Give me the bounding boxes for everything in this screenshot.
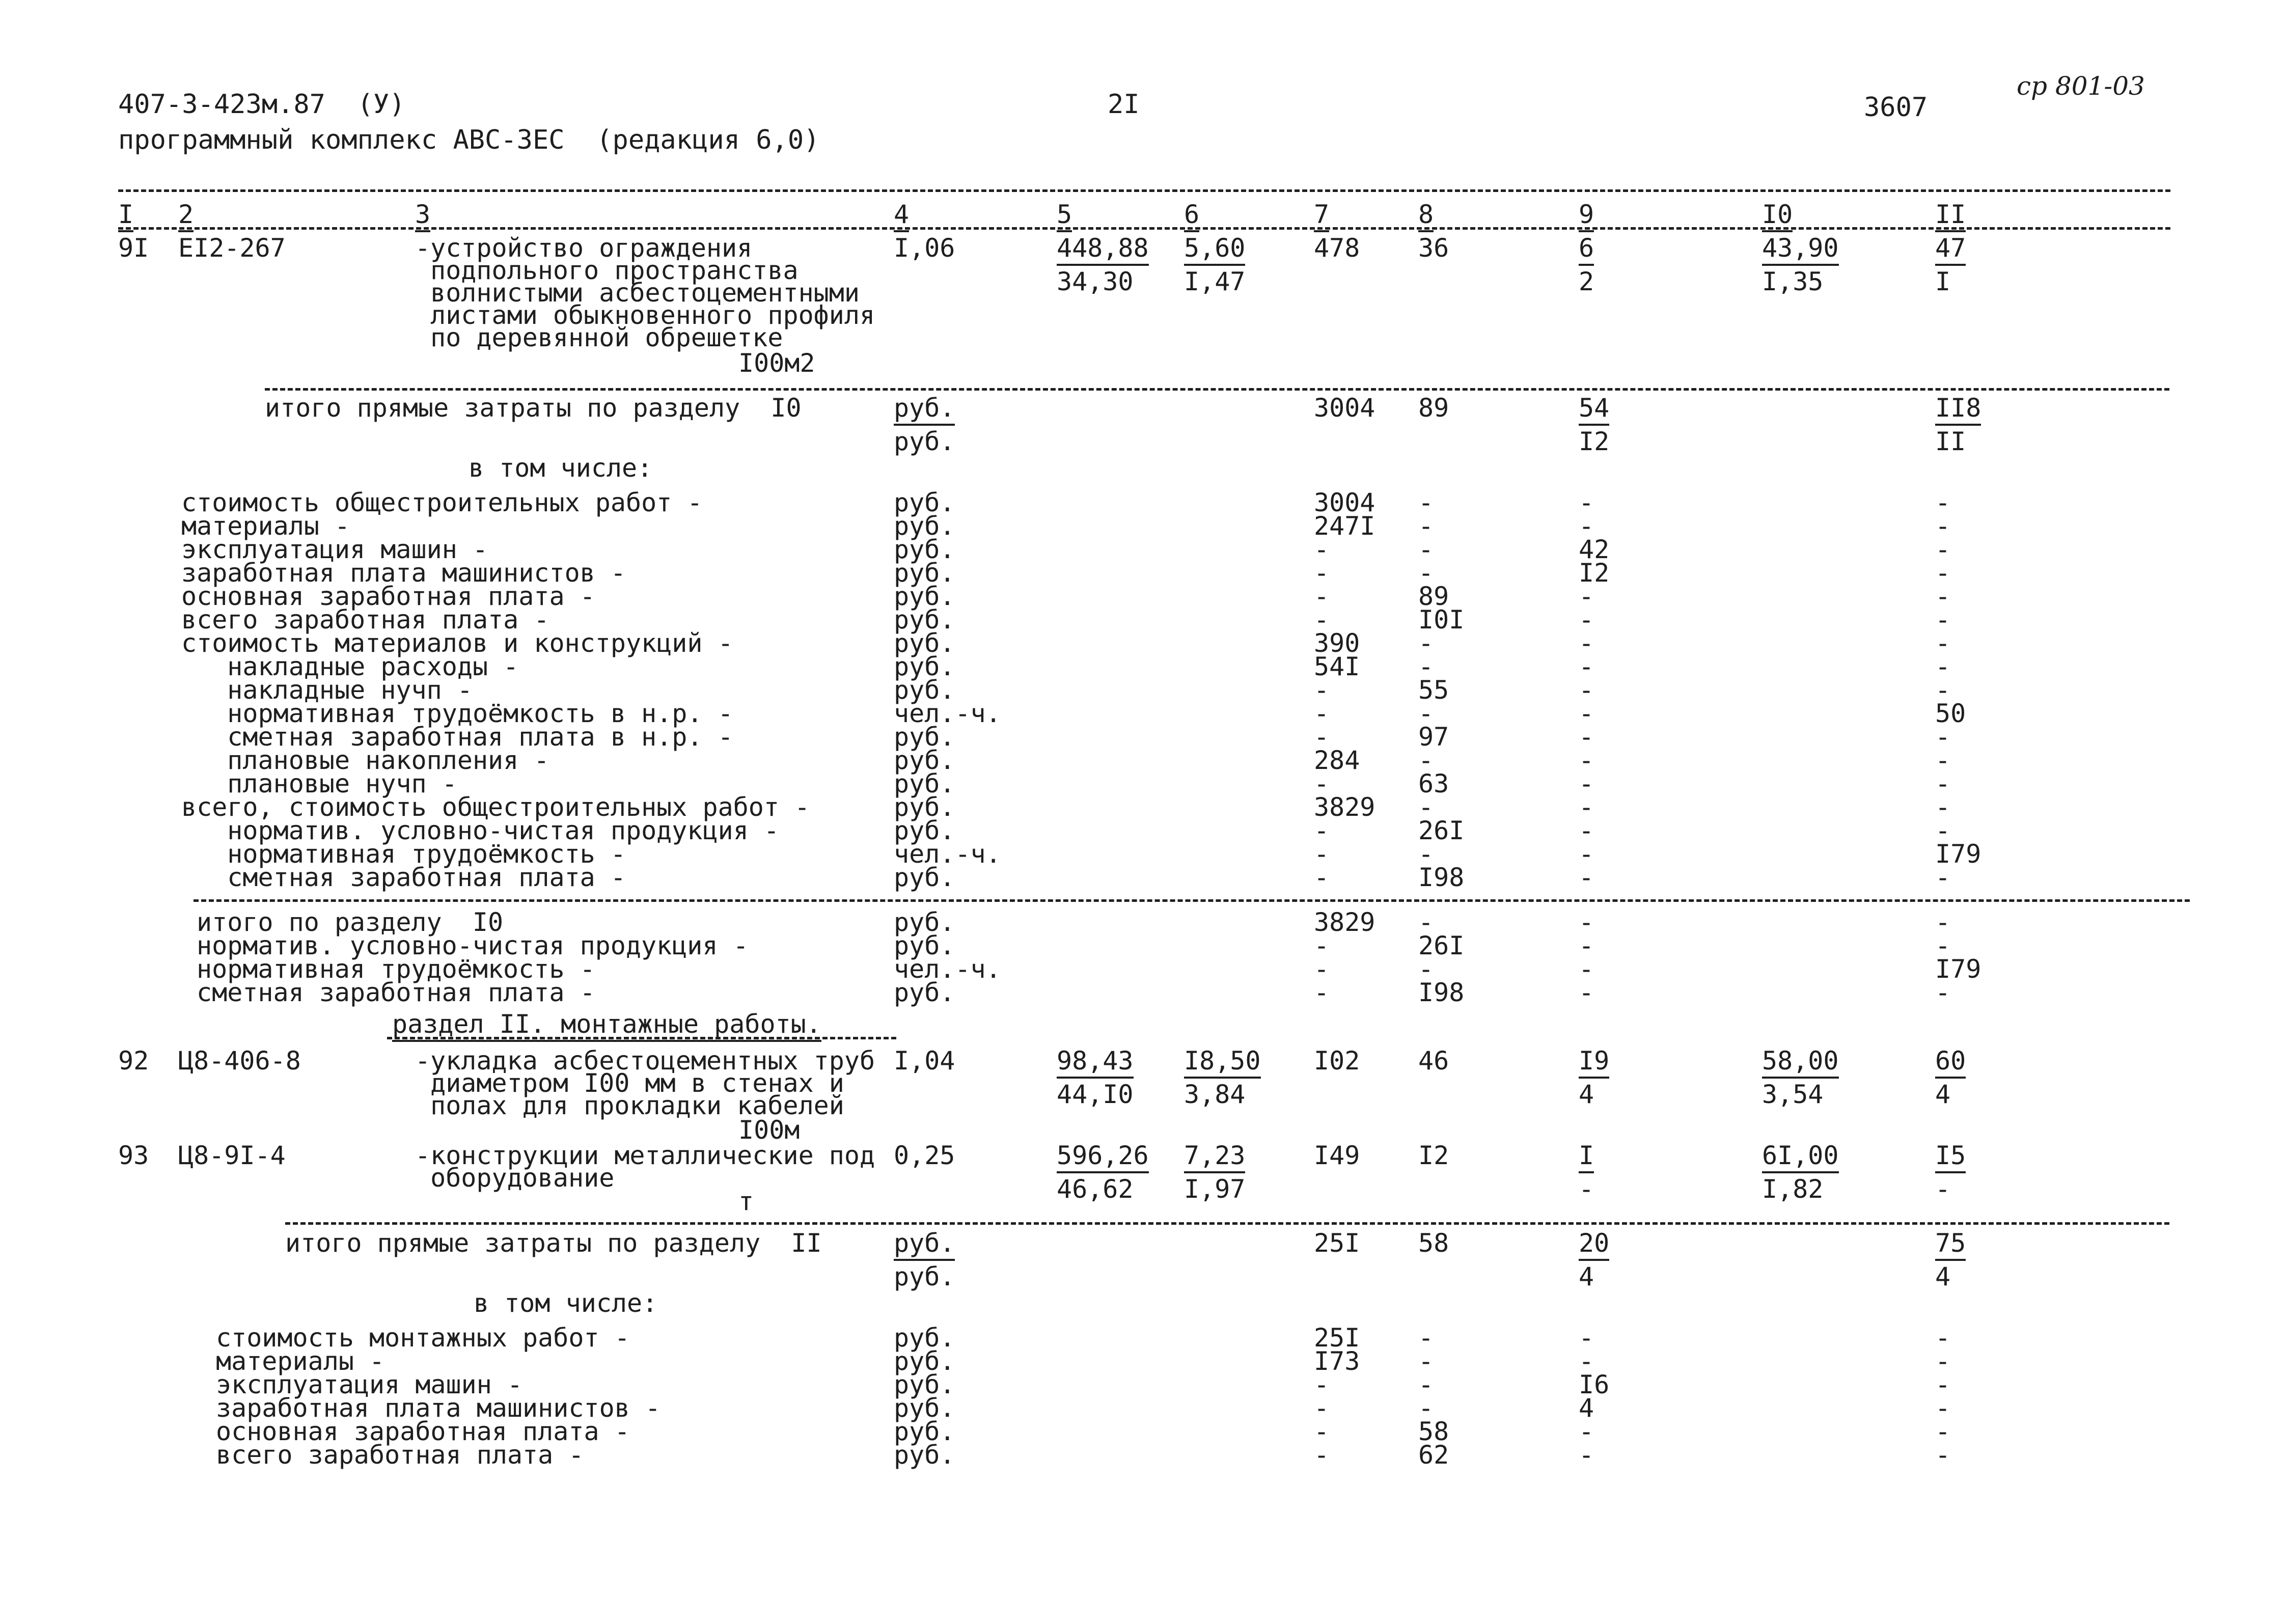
breakdown-col9: - — [1579, 978, 1594, 1007]
breakdown-col8: 58 — [1418, 1417, 1449, 1446]
breakdown-col8: 62 — [1418, 1440, 1449, 1470]
breakdown-col8: - — [1418, 488, 1434, 517]
breakdown-col11: - — [1935, 1440, 1951, 1470]
breakdown-col7: - — [1314, 816, 1330, 845]
breakdown-col11: - — [1935, 907, 1951, 937]
breakdown-col8: - — [1418, 628, 1434, 658]
breakdown-col11: I79 — [1935, 954, 1981, 984]
breakdown-col8: - — [1418, 558, 1434, 588]
breakdown-col8: I98 — [1418, 863, 1465, 892]
breakdown-label: материалы - — [181, 511, 350, 541]
breakdown-col7: - — [1314, 605, 1330, 635]
header-top-rule — [118, 189, 2170, 192]
item-unit: I00м — [738, 1115, 800, 1145]
page-number: 2I — [1108, 89, 1140, 120]
item-description-line: волнистыми асбестоцементными — [415, 278, 860, 308]
breakdown-unit: руб. — [894, 511, 955, 541]
breakdown-col7: 3004 — [1314, 488, 1375, 517]
breakdown-unit: руб. — [894, 792, 955, 822]
breakdown-unit: руб. — [894, 488, 955, 517]
breakdown-unit: чел.-ч. — [894, 699, 1001, 728]
breakdown-label: норматив. условно-чистая продукция - — [181, 816, 779, 845]
including-label: в том числе: — [469, 453, 653, 483]
item-col10-bottom: 3,54 — [1762, 1080, 1824, 1109]
summary-col9-top: 20 — [1579, 1231, 1609, 1255]
item-col10-top: 43,90 — [1762, 236, 1839, 260]
item-col11-top: 60 — [1935, 1049, 1966, 1072]
breakdown-col9: - — [1579, 722, 1594, 752]
breakdown-col8: - — [1418, 1370, 1434, 1399]
column-header-5: 5 — [1057, 203, 1072, 226]
summary-col9-bottom: I2 — [1579, 427, 1610, 456]
column-header-10: I0 — [1762, 203, 1793, 226]
item-col9-top: I — [1579, 1144, 1594, 1167]
breakdown-unit: руб. — [894, 1323, 955, 1353]
breakdown-label: накладные расходы - — [181, 652, 519, 681]
breakdown-col8: 97 — [1418, 722, 1449, 752]
breakdown-col7: 3829 — [1314, 907, 1375, 937]
summary-col8: 89 — [1418, 393, 1449, 423]
breakdown-unit: руб. — [894, 746, 955, 775]
breakdown-unit: руб. — [894, 1417, 955, 1446]
breakdown-unit: руб. — [894, 628, 955, 658]
breakdown-col9: - — [1579, 863, 1594, 892]
item-col9-top: 6 — [1579, 236, 1594, 260]
breakdown-col8: 55 — [1418, 675, 1449, 705]
breakdown-label: стоимость монтажных работ - — [216, 1323, 630, 1353]
breakdown-col7: - — [1314, 535, 1330, 564]
breakdown-col8: - — [1418, 1346, 1434, 1376]
breakdown-col9: - — [1579, 652, 1594, 681]
summary-unit: руб. — [894, 396, 955, 420]
breakdown-col8: 26I — [1418, 931, 1465, 960]
breakdown-label: всего заработная плата - — [216, 1440, 584, 1470]
summary-unit: руб. — [894, 1231, 955, 1255]
item-col9-top: I9 — [1579, 1049, 1609, 1072]
breakdown-label: заработная плата машинистов - — [181, 558, 626, 588]
breakdown-col9: - — [1579, 792, 1594, 822]
item-description-line: -устройство ограждения — [415, 233, 753, 263]
item-machine-cost: I8,50 — [1184, 1049, 1261, 1072]
breakdown-col11: - — [1935, 582, 1951, 611]
breakdown-col11: - — [1935, 535, 1951, 564]
breakdown-col8: - — [1418, 954, 1434, 984]
item-description-line: по деревянной обрешетке — [415, 323, 783, 352]
breakdown-unit: руб. — [894, 558, 955, 588]
breakdown-col9: 4 — [1579, 1393, 1594, 1423]
breakdown-col11: - — [1935, 652, 1951, 681]
item-total-cost: 478 — [1314, 233, 1360, 263]
breakdown-col9: - — [1579, 1417, 1594, 1446]
breakdown-col9: I6 — [1579, 1370, 1610, 1399]
breakdown-col8: 89 — [1418, 582, 1449, 611]
item-number: 92 — [118, 1046, 149, 1076]
breakdown-col7: - — [1314, 769, 1330, 799]
column-header-11: II — [1935, 203, 1966, 226]
summary-col11-top: 75 — [1935, 1231, 1966, 1255]
breakdown-col7: - — [1314, 931, 1330, 960]
breakdown-label: стоимость общестроительных работ - — [181, 488, 703, 517]
breakdown-col11: - — [1935, 931, 1951, 960]
summary-col7: 3004 — [1314, 393, 1375, 423]
breakdown-unit: руб. — [894, 722, 955, 752]
breakdown-col11: - — [1935, 863, 1951, 892]
breakdown-col11: - — [1935, 675, 1951, 705]
item-quantity: I,04 — [894, 1046, 955, 1076]
breakdown-unit: руб. — [894, 907, 955, 937]
breakdown-col11: - — [1935, 605, 1951, 635]
summary-unit: руб. — [894, 427, 955, 456]
breakdown-label: материалы - — [216, 1346, 385, 1376]
item-description-line: подпольного пространства — [415, 256, 799, 285]
breakdown-col9: - — [1579, 699, 1594, 728]
breakdown-unit: чел.-ч. — [894, 954, 1001, 984]
breakdown-col8: - — [1418, 839, 1434, 869]
breakdown-col11: - — [1935, 488, 1951, 517]
breakdown-col7: I73 — [1314, 1346, 1360, 1376]
breakdown-col8: - — [1418, 1393, 1434, 1423]
breakdown-label: нормативная трудоёмкость - — [181, 839, 626, 869]
breakdown-col11: - — [1935, 1370, 1951, 1399]
breakdown-col8: 26I — [1418, 816, 1465, 845]
breakdown-col7: 3829 — [1314, 792, 1375, 822]
item-col9-bottom: 4 — [1579, 1080, 1594, 1109]
breakdown-col8: - — [1418, 792, 1434, 822]
breakdown-label: заработная плата машинистов - — [216, 1393, 660, 1423]
breakdown-label: эксплуатация машин - — [181, 535, 488, 564]
item-col11-bottom: - — [1935, 1174, 1951, 1204]
breakdown-col11: - — [1935, 1393, 1951, 1423]
section-title-rule — [387, 1037, 896, 1039]
item-col11-top: I5 — [1935, 1144, 1966, 1167]
item-unit: т — [738, 1187, 754, 1216]
breakdown-unit: руб. — [894, 1346, 955, 1376]
breakdown-col7: - — [1314, 699, 1330, 728]
item-unit-cost: 596,26 — [1057, 1144, 1149, 1167]
breakdown-label: сметная заработная плата - — [181, 863, 626, 892]
breakdown-label: норматив. условно-чистая продукция - — [197, 931, 749, 960]
item-description-line: листами обыкновенного профиля — [415, 300, 875, 330]
breakdown-label: накладные нучп - — [181, 675, 473, 705]
column-header-9: 9 — [1579, 203, 1594, 226]
item-description-line: диаметром I00 мм в стенах и — [415, 1068, 844, 1098]
corner-handwritten-note: ср 801-03 — [2017, 71, 2145, 101]
breakdown-col9: - — [1579, 488, 1594, 517]
breakdown-unit: чел.-ч. — [894, 839, 1001, 869]
item-unit-cost: 98,43 — [1057, 1049, 1134, 1072]
breakdown-col11: - — [1935, 1323, 1951, 1353]
breakdown-unit: руб. — [894, 931, 955, 960]
item-machine-wage: 3,84 — [1184, 1080, 1246, 1109]
breakdown-col9: - — [1579, 839, 1594, 869]
item-col9-bottom: - — [1579, 1174, 1594, 1204]
breakdown-col11: - — [1935, 1346, 1951, 1376]
breakdown-col11: - — [1935, 746, 1951, 775]
breakdown-col9: - — [1579, 746, 1594, 775]
breakdown-label: сметная заработная плата - — [197, 978, 595, 1007]
item-total-wage: I2 — [1418, 1141, 1449, 1170]
breakdown-col7: 284 — [1314, 746, 1360, 775]
item-description-line: -укладка асбестоцементных труб — [415, 1046, 875, 1076]
section-11-title: раздел II. монтажные работы. — [392, 1012, 821, 1036]
program-name: программный комплекс АВС-ЗЕС (редакция 6,0) — [118, 125, 820, 155]
item-number: 9I — [118, 233, 149, 263]
breakdown-col7: - — [1314, 1417, 1330, 1446]
breakdown-unit: руб. — [894, 1393, 955, 1423]
breakdown-label: основная заработная плата - — [216, 1417, 630, 1446]
breakdown-col7: 25I — [1314, 1323, 1360, 1353]
breakdown-col7: - — [1314, 1440, 1330, 1470]
breakdown-label: основная заработная плата - — [181, 582, 595, 611]
column-header-7: 7 — [1314, 203, 1329, 226]
item-col10-top: 58,00 — [1762, 1049, 1839, 1072]
breakdown-col7: - — [1314, 863, 1330, 892]
item-unit-cost: 448,88 — [1057, 236, 1149, 260]
breakdown-label: всего заработная плата - — [181, 605, 549, 635]
breakdown-col11: - — [1935, 792, 1951, 822]
item-col9-bottom: 2 — [1579, 267, 1594, 296]
breakdown-col11: - — [1935, 769, 1951, 799]
item-unit: I00м2 — [738, 348, 815, 378]
breakdown-col7: - — [1314, 1393, 1330, 1423]
breakdown-col11: - — [1935, 511, 1951, 541]
breakdown-col9: - — [1579, 1440, 1594, 1470]
breakdown-col7: - — [1314, 675, 1330, 705]
breakdown-col7: 390 — [1314, 628, 1360, 658]
summary-col11-bottom: II — [1935, 427, 1966, 456]
sheet-number: 3607 — [1864, 92, 1928, 123]
item-machine-wage: I,47 — [1184, 267, 1246, 296]
item-col10-bottom: I,82 — [1762, 1174, 1824, 1204]
breakdown-col11: - — [1935, 816, 1951, 845]
breakdown-col8: - — [1418, 746, 1434, 775]
item-code: ЕI2-267 — [178, 233, 286, 263]
breakdown-col8: I0I — [1418, 605, 1465, 635]
breakdown-col9: - — [1579, 816, 1594, 845]
breakdown-col9: - — [1579, 1346, 1594, 1376]
breakdown-col11: 50 — [1935, 699, 1966, 728]
item-quantity: 0,25 — [894, 1141, 955, 1170]
breakdown-col7: - — [1314, 839, 1330, 869]
breakdown-col9: - — [1579, 769, 1594, 799]
breakdown-label: плановые накопления - — [181, 746, 549, 775]
summary-col11-bottom: 4 — [1935, 1262, 1951, 1291]
breakdown-label: всего, стоимость общестроительных работ - — [181, 792, 810, 822]
item-description-line: полах для прокладки кабелей — [415, 1091, 844, 1120]
breakdown-unit: руб. — [894, 769, 955, 799]
item-number: 93 — [118, 1141, 149, 1170]
breakdown-col9: - — [1579, 582, 1594, 611]
section-rule — [285, 1222, 2169, 1225]
item-description-line: оборудование — [415, 1163, 615, 1193]
column-header-1: I — [118, 203, 133, 226]
breakdown-col7: - — [1314, 978, 1330, 1007]
header-bottom-rule — [118, 227, 2170, 230]
summary-col7: 25I — [1314, 1228, 1360, 1258]
breakdown-col8: - — [1418, 511, 1434, 541]
item-machine-cost: 5,60 — [1184, 236, 1245, 260]
summary-col9-bottom: 4 — [1579, 1262, 1594, 1291]
item-col10-top: 6I,00 — [1762, 1144, 1839, 1167]
breakdown-label: итого по разделу I0 — [197, 907, 504, 937]
breakdown-col9: I2 — [1579, 558, 1610, 588]
breakdown-unit: руб. — [894, 863, 955, 892]
item-machine-cost: 7,23 — [1184, 1144, 1245, 1167]
breakdown-col7: - — [1314, 1370, 1330, 1399]
breakdown-unit: руб. — [894, 675, 955, 705]
breakdown-col8: - — [1418, 535, 1434, 564]
summary-label: итого прямые затраты по разделу II — [285, 1228, 822, 1258]
breakdown-label: эксплуатация машин - — [216, 1370, 523, 1399]
column-header-3: 3 — [415, 203, 430, 226]
summary-col8: 58 — [1418, 1228, 1449, 1258]
including-label: в том числе: — [474, 1288, 658, 1318]
breakdown-col9: - — [1579, 675, 1594, 705]
breakdown-col9: - — [1579, 954, 1594, 984]
breakdown-col11: - — [1935, 558, 1951, 588]
breakdown-col11: - — [1935, 628, 1951, 658]
item-total-cost: I02 — [1314, 1046, 1360, 1076]
summary-col9-top: 54 — [1579, 396, 1609, 420]
item-col11-top: 47 — [1935, 236, 1966, 260]
document-code: 407-3-423м.87 (У) — [118, 89, 405, 120]
breakdown-label: плановые нучп - — [181, 769, 457, 799]
breakdown-col7: - — [1314, 582, 1330, 611]
breakdown-unit: руб. — [894, 978, 955, 1007]
breakdown-unit: руб. — [894, 652, 955, 681]
item-col10-bottom: I,35 — [1762, 267, 1824, 296]
breakdown-label: нормативная трудоёмкость в н.р. - — [181, 699, 733, 728]
breakdown-label: нормативная трудоёмкость - — [197, 954, 595, 984]
section-rule — [194, 899, 2190, 902]
breakdown-col8: 63 — [1418, 769, 1449, 799]
breakdown-unit: руб. — [894, 605, 955, 635]
item-machine-wage: I,97 — [1184, 1174, 1246, 1204]
item-description-line: -конструкции металлические под — [415, 1141, 875, 1170]
summary-col11-top: II8 — [1935, 396, 1981, 420]
column-header-4: 4 — [894, 203, 909, 226]
column-header-2: 2 — [178, 203, 194, 226]
breakdown-col9: - — [1579, 1323, 1594, 1353]
item-col11-bottom: 4 — [1935, 1080, 1951, 1109]
breakdown-label: сметная заработная плата в н.р. - — [181, 722, 733, 752]
breakdown-col11: - — [1935, 1417, 1951, 1446]
breakdown-col9: - — [1579, 931, 1594, 960]
breakdown-col11: I79 — [1935, 839, 1981, 869]
breakdown-unit: руб. — [894, 1440, 955, 1470]
breakdown-col9: - — [1579, 628, 1594, 658]
breakdown-col11: - — [1935, 722, 1951, 752]
item-total-cost: I49 — [1314, 1141, 1360, 1170]
breakdown-col9: 42 — [1579, 535, 1610, 564]
breakdown-col7: - — [1314, 722, 1330, 752]
breakdown-col9: - — [1579, 907, 1594, 937]
summary-label: итого прямые затраты по разделу I0 — [265, 393, 802, 423]
breakdown-col7: 247I — [1314, 511, 1375, 541]
breakdown-unit: руб. — [894, 582, 955, 611]
breakdown-col11: - — [1935, 978, 1951, 1007]
breakdown-col9: - — [1579, 511, 1594, 541]
breakdown-unit: руб. — [894, 1370, 955, 1399]
breakdown-col7: - — [1314, 558, 1330, 588]
item-total-wage: 46 — [1418, 1046, 1449, 1076]
item-code: Ц8-9I-4 — [178, 1141, 286, 1170]
column-header-8: 8 — [1418, 203, 1434, 226]
item-unit-wage: 46,62 — [1057, 1174, 1134, 1204]
breakdown-col8: - — [1418, 1323, 1434, 1353]
summary-unit: руб. — [894, 1262, 955, 1291]
breakdown-col7: 54I — [1314, 652, 1360, 681]
breakdown-col8: - — [1418, 699, 1434, 728]
breakdown-col8: - — [1418, 907, 1434, 937]
breakdown-col8: I98 — [1418, 978, 1465, 1007]
breakdown-col8: - — [1418, 652, 1434, 681]
item-quantity: I,06 — [894, 233, 955, 263]
breakdown-label: стоимость материалов и конструкций - — [181, 628, 733, 658]
item-unit-wage: 34,30 — [1057, 267, 1134, 296]
section-rule — [265, 388, 2169, 391]
item-code: Ц8-406-8 — [178, 1046, 301, 1076]
item-col11-bottom: I — [1935, 267, 1951, 296]
breakdown-col7: - — [1314, 954, 1330, 984]
breakdown-unit: руб. — [894, 816, 955, 845]
item-total-wage: 36 — [1418, 233, 1449, 263]
breakdown-unit: руб. — [894, 535, 955, 564]
breakdown-col9: - — [1579, 605, 1594, 635]
column-header-6: 6 — [1184, 203, 1199, 226]
item-unit-wage: 44,I0 — [1057, 1080, 1134, 1109]
